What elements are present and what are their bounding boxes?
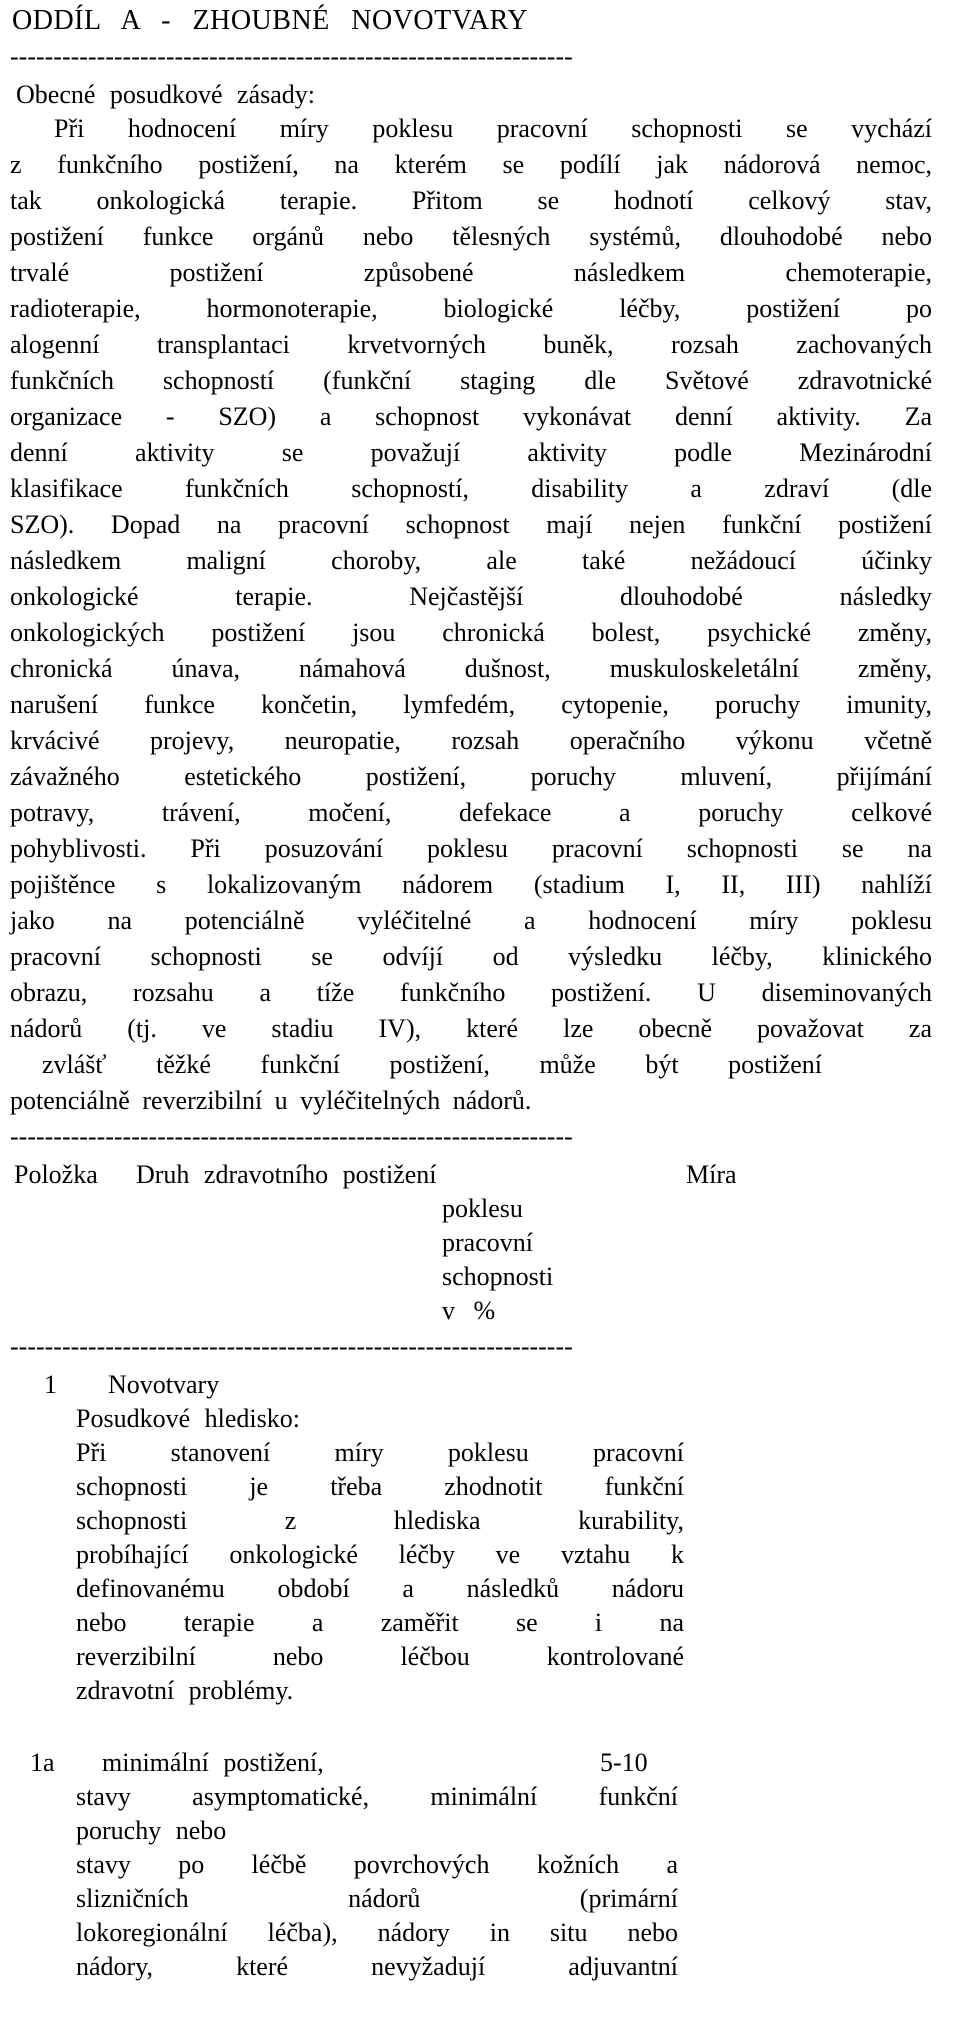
subitem-text-line: lokoregionální léčba), nádory in situ nebo	[76, 1918, 678, 1947]
general-text-line: pohyblivosti. Při posuzování poklesu pracovní schopnosti se na	[10, 834, 932, 863]
separator-middle: -----------------------------------------------------------------	[10, 1122, 573, 1151]
item-title: Novotvary	[108, 1370, 220, 1399]
general-text-line: klasifikace funkčních schopností, disability a zdraví (dle	[10, 474, 932, 503]
item-text-line: Při stanovení míry poklesu pracovní	[76, 1438, 684, 1467]
item-text-line: zdravotní problémy.	[76, 1676, 294, 1705]
general-text-line: radioterapie, hormonoterapie, biologické léčby, postižení po	[10, 294, 932, 323]
general-text-line: potenciálně reverzibilní u vyléčitelných nádorů.	[10, 1086, 532, 1115]
column-header-rate-line: schopnosti	[442, 1262, 554, 1291]
item-subtitle: Posudkové hledisko:	[76, 1404, 300, 1433]
subitem-text-line: stavy asymptomatické, minimální funkční	[76, 1782, 678, 1811]
general-text-line: funkčních schopností (funkční staging dle Světové zdravotnické	[10, 366, 932, 395]
item-text-line: reverzibilní nebo léčbou kontrolované	[76, 1642, 684, 1671]
general-text-line: z funkčního postižení, na kterém se podílí jak nádorová nemoc,	[10, 150, 932, 179]
item-number: 1	[44, 1370, 57, 1399]
column-header-rate-line: pracovní	[442, 1228, 533, 1257]
item-text-line: schopnosti je třeba zhodnotit funkční	[76, 1472, 684, 1501]
column-header-rate-line: v %	[442, 1296, 496, 1325]
item-text-line: definovanému období a následků nádoru	[76, 1574, 684, 1603]
section-heading: ODDÍL A - ZHOUBNÉ NOVOTVARY	[12, 5, 528, 36]
subitem-text-line: slizničních nádorů (primární	[76, 1884, 678, 1913]
general-text-line: nádorů (tj. ve stadiu IV), které lze obecně považovat za	[10, 1014, 932, 1043]
column-header-type: Druh zdravotního postižení	[136, 1160, 437, 1189]
general-text-line: tak onkologická terapie. Přitom se hodnotí celkový stav,	[10, 186, 932, 215]
general-text-line: SZO). Dopad na pracovní schopnost mají nejen funkční postižení	[10, 510, 932, 539]
column-header-item: Položka	[14, 1160, 98, 1189]
subitem-text-line: poruchy nebo	[76, 1816, 227, 1845]
general-text-line: trvalé postižení způsobené následkem chemoterapie,	[10, 258, 932, 287]
general-text-line: postižení funkce orgánů nebo tělesných systémů, dlouhodobé nebo	[10, 222, 932, 251]
subitem-title: minimální postižení,	[102, 1748, 324, 1777]
general-text-line: potravy, trávení, močení, defekace a poruchy celkové	[10, 798, 932, 827]
general-text-line: jako na potenciálně vyléčitelné a hodnocení míry poklesu	[10, 906, 932, 935]
general-title: Obecné posudkové zásady:	[16, 80, 316, 109]
general-text-line: závažného estetického postižení, poruchy mluvení, přijímání	[10, 762, 932, 791]
general-text-line: krvácivé projevy, neuropatie, rozsah operačního výkonu včetně	[10, 726, 932, 755]
column-header-rate: Míra	[686, 1160, 737, 1189]
general-text-line: denní aktivity se považují aktivity podle Mezinárodní	[10, 438, 932, 467]
general-text-line: Při hodnocení míry poklesu pracovní schopnosti se vychází	[54, 114, 932, 143]
general-text-line: zvlášť těžké funkční postižení, může být postižení	[42, 1050, 822, 1079]
item-text-line: nebo terapie a zaměřit se i na	[76, 1608, 684, 1637]
item-text-line: schopnosti z hlediska kurability,	[76, 1506, 684, 1535]
subitem-text-line: nádory, které nevyžadují adjuvantní	[76, 1952, 678, 1981]
general-text-line: organizace - SZO) a schopnost vykonávat denní aktivity. Za	[10, 402, 932, 431]
separator-bottom: -----------------------------------------------------------------	[10, 1332, 573, 1361]
general-text-line: narušení funkce končetin, lymfedém, cytopenie, poruchy imunity,	[10, 690, 932, 719]
general-text-line: obrazu, rozsahu a tíže funkčního postižení. U diseminovaných	[10, 978, 932, 1007]
separator-top: -----------------------------------------------------------------	[10, 42, 573, 71]
general-text-line: onkologických postižení jsou chronická bolest, psychické změny,	[10, 618, 932, 647]
general-text-line: chronická únava, námahová dušnost, muskuloskeletální změny,	[10, 654, 932, 683]
column-header-rate-line: poklesu	[442, 1194, 523, 1223]
subitem-rate-value: 5-10	[600, 1748, 648, 1777]
general-text-line: alogenní transplantaci krvetvorných buněk, rozsah zachovaných	[10, 330, 932, 359]
general-text-line: pojištěnce s lokalizovaným nádorem (stadium I, II, III) nahlíží	[10, 870, 932, 899]
general-text-line: následkem maligní choroby, ale také nežádoucí účinky	[10, 546, 932, 575]
item-text-line: probíhající onkologické léčby ve vztahu k	[76, 1540, 684, 1569]
subitem-text-line: stavy po léčbě povrchových kožních a	[76, 1850, 678, 1879]
general-text-line: pracovní schopnosti se odvíjí od výsledku léčby, klinického	[10, 942, 932, 971]
general-text-line: onkologické terapie. Nejčastější dlouhodobé následky	[10, 582, 932, 611]
subitem-number: 1a	[30, 1748, 55, 1777]
